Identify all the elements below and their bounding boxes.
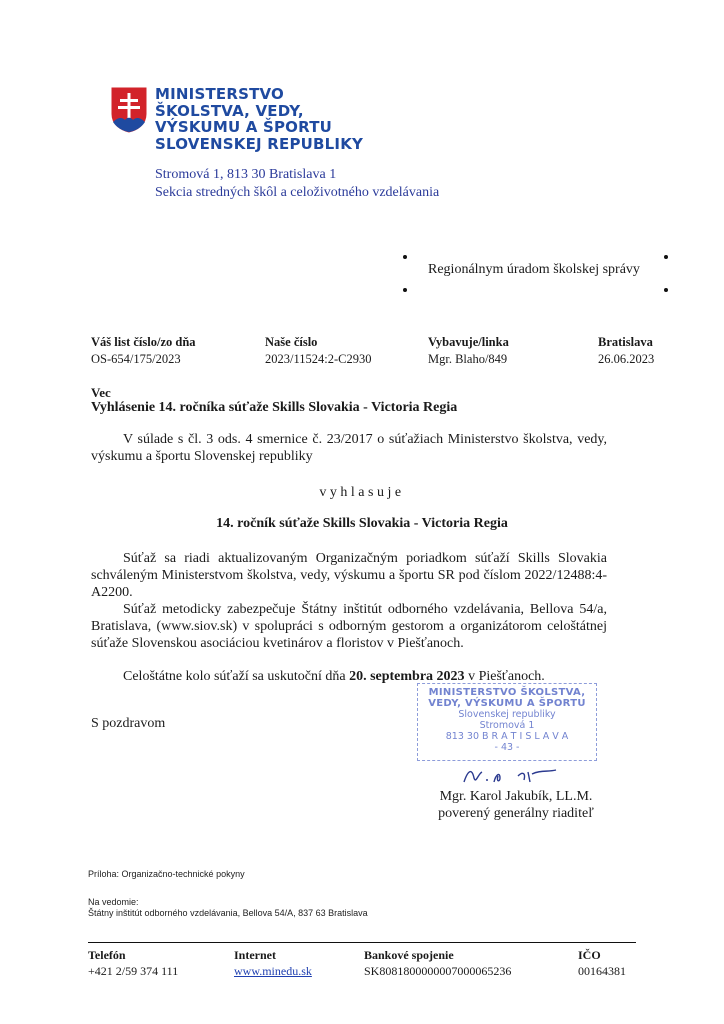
cc-recipient: Štátny inštitút odborného vzdelávania, Bellova 54/A, 837 63 Bratislava [88,908,368,918]
date-sentence-start: Celoštátne kolo súťaží sa uskutoční dňa [123,669,350,684]
your-reference-value: OS-654/175/2023 [91,352,181,366]
signatory [432,788,600,822]
place-date [598,335,654,367]
attachment-note: Príloha: Organizačno-technické pokyny [88,869,245,879]
signatory-name: Mgr. Karol Jakubík, LL.M. [439,789,593,804]
stamp-line: - 43 - [494,742,520,753]
coat-of-arms-logo [110,86,148,134]
ministry-name-line: SLOVENSKEJ REPUBLIKY [155,134,364,153]
ministry-name-line: ŠKOLSTVA, VEDY, [155,101,304,120]
subject-label: Vec [91,385,111,400]
window-mark [403,255,407,259]
window-mark [403,288,407,292]
stamp-line: Slovenskej republiky [458,709,556,720]
paragraph-rules: Súťaž sa riadi aktualizovaným Organizačným poriadkom súťaží Skills Slovakia schváleným Ministerstvom školstva, vedy, výskumu a športu SR pod číslom 2022/12488:4-A2200. [91,551,607,600]
website-link[interactable]: www.minedu.sk [234,964,312,978]
our-reference [265,335,371,367]
footer-bank [364,948,511,979]
date-value: 26.06.2023 [598,352,655,366]
our-reference-label: Naše číslo [265,335,318,349]
our-reference-value: 2023/11524:2-C2930 [265,352,372,366]
greeting: S pozdravom [91,716,166,731]
ministry-name-line: VÝSKUMU A ŠPORTU [155,118,333,136]
stamp-line: Stromová 1 [479,720,535,731]
phone-label: Telefón [88,948,126,962]
window-mark [664,255,668,259]
phone-value: +421 2/59 374 111 [88,964,179,978]
subject-title: Vyhlásenie 14. ročníka súťaže Skills Slovakia - Victoria Regia [91,400,458,415]
bank-label: Bankové spojenie [364,948,454,962]
declaration-verb: vyhlasuje [319,485,405,500]
stamp-line: MINISTERSTVO ŠKOLSTVA, [428,687,586,698]
ministry-address: Stromová 1, 813 30 Bratislava 1 [155,167,337,182]
footer-divider [88,942,636,943]
ministry-name-line: MINISTERSTVO [155,85,285,103]
place-label: Bratislava [598,335,653,349]
internet-label: Internet [234,948,276,962]
footer-phone [88,948,178,979]
paragraph-organizer: Súťaž metodicky zabezpečuje Štátny inštitút odborného vzdelávania, Bellova 54/a, Bratislava, (www.siov.sk) v spolupráci s odborným gestorom a organizátorom celoštátnej súťaže Slovenskou asociáciou kvetinárov a floristov v Piešťanoch. [91,602,607,651]
handler [428,335,509,367]
recipient: Regionálnym úradom školskej správy [428,262,640,277]
official-stamp [417,683,597,761]
ico-value: 00164381 [578,964,626,978]
stamp-line: VEDY, VÝSKUMU A ŠPORTU [428,698,586,709]
footer-ico [578,948,626,979]
ministry-address-block [155,166,439,202]
handler-value: Mgr. Blaho/849 [428,352,508,366]
footer-internet [234,948,312,979]
signatory-role: poverený generálny riaditeľ [438,806,594,821]
ico-label: IČO [578,948,601,962]
date-sentence-end: v Piešťanoch. [464,669,545,684]
your-reference-label: Váš list číslo/zo dňa [91,335,196,349]
ministry-section: Sekcia stredných škôl a celoživotného vzdelávania [155,185,440,200]
bank-value: SK8081800000007000065236 [364,964,512,978]
your-reference [91,335,196,367]
window-mark [664,288,668,292]
handler-label: Vybavuje/linka [428,335,509,349]
handwritten-signature [460,764,560,786]
announcement-title: 14. ročník súťaže Skills Slovakia - Victoria Regia [216,516,508,531]
cc-label: Na vedomie: [88,897,139,907]
competition-date: 20. septembra 2023 [349,669,465,684]
intro-paragraph: V súlade s čl. 3 ods. 4 smernice č. 23/2017 o súťažiach Ministerstvo školstva, vedy, výskumu a športu Slovenskej republiky [91,432,607,464]
ministry-name [155,86,363,152]
stamp-line: 813 30 B R A T I S L A V A [445,731,569,742]
